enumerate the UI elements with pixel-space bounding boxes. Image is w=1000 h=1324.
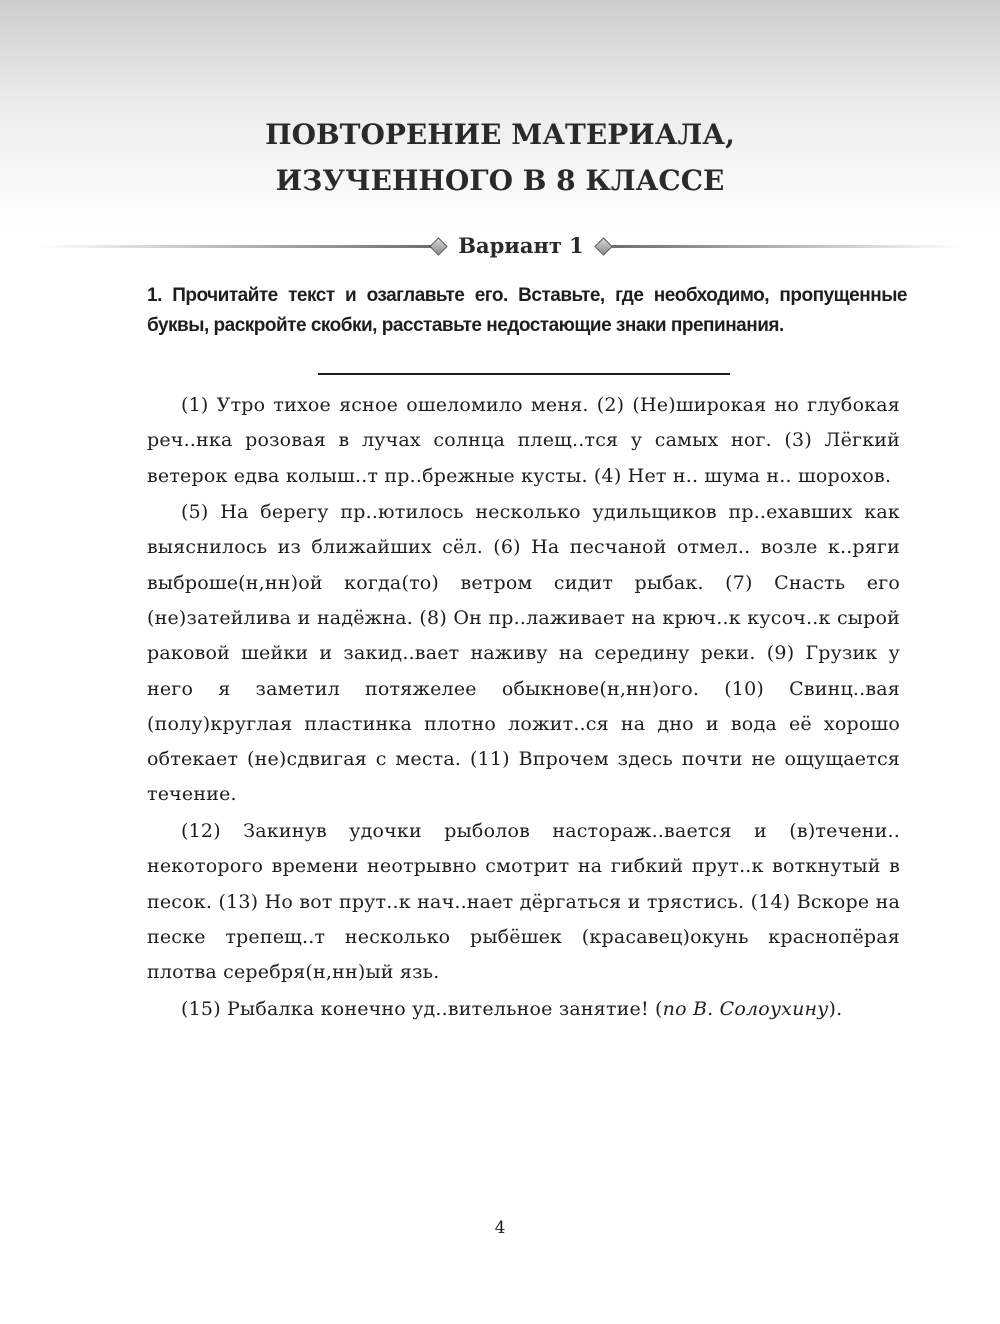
page-title-line-2: ИЗУЧЕННОГО В 8 КЛАССЕ bbox=[275, 164, 725, 197]
variant-label: Вариант 1 bbox=[458, 233, 584, 258]
variant-header bbox=[0, 226, 1000, 266]
paragraph-2: (5) На берегу пр..ютилось несколько удильщиков пр..ехавших как выяснилось из ближайших сёл. (6) На песчаной отмел.. возле к..ряги выброше(н,нн)ой когда(то) ветром сидит рыбак. (7) Снасть его (не)затейлива и надёжна. (8) Он пр..лаживает на крюч..к кусоч..к сырой раковой шейки и закид..вает наживу на середину реки. (9) Грузик у него я заметил потяжелее обыкнове(н,нн)ого. (10) Свинц..вая (полу)круглая пластинка плотно ложит..ся на дно и вода её хорошо обтекает (не)сдвигая с места. (11) Впрочем здесь почти не ощущается течение. bbox=[147, 501, 900, 806]
source-attribution: по В. Солоухину bbox=[662, 997, 829, 1020]
divider-right bbox=[612, 245, 962, 248]
title-blank-line bbox=[318, 373, 730, 375]
page-title-line-1: ПОВТОРЕНИЕ МАТЕРИАЛА, bbox=[265, 118, 735, 151]
page-title bbox=[0, 112, 1000, 204]
diamond-ornament-icon bbox=[594, 237, 612, 255]
divider-left bbox=[40, 245, 432, 248]
paragraph-4 bbox=[147, 992, 900, 1027]
paragraph-4-text: (15) Рыбалка конечно уд..вительное занятие! ( bbox=[181, 997, 663, 1020]
paragraph-1: (1) Утро тихое ясное ошеломило меня. (2) (Не)широкая но глубокая реч..нка розовая в лучах солнца плещ..тся у самых ног. (3) Лёгкий ветерок едва колыш..т пр..брежные кусты. (4) Нет н.. шума н.. шорохов. bbox=[147, 394, 900, 487]
diamond-ornament-icon bbox=[429, 237, 447, 255]
exercise-text bbox=[147, 388, 900, 1028]
task-instruction: 1. Прочитайте текст и озаглавьте его. Вставьте, где необходимо, пропущенные буквы, раскройте скобки, расставьте недостающие знаки препинания. bbox=[147, 285, 907, 336]
paragraph-4-closing: ). bbox=[828, 997, 843, 1020]
paragraph-3: (12) Закинув удочки рыболов настораж..вается и (в)течени.. некоторого времени неотрывно смотрит на гибкий прут..к воткнутый в песок. (13) Но вот прут..к нач..нает дёргаться и трястись. (14) Вскоре на песке трепещ..т несколько рыбёшек (красавец)окунь краснопёрая плотва серебря(н,нн)ый язь. bbox=[147, 819, 900, 984]
page-number: 4 bbox=[494, 1218, 506, 1238]
